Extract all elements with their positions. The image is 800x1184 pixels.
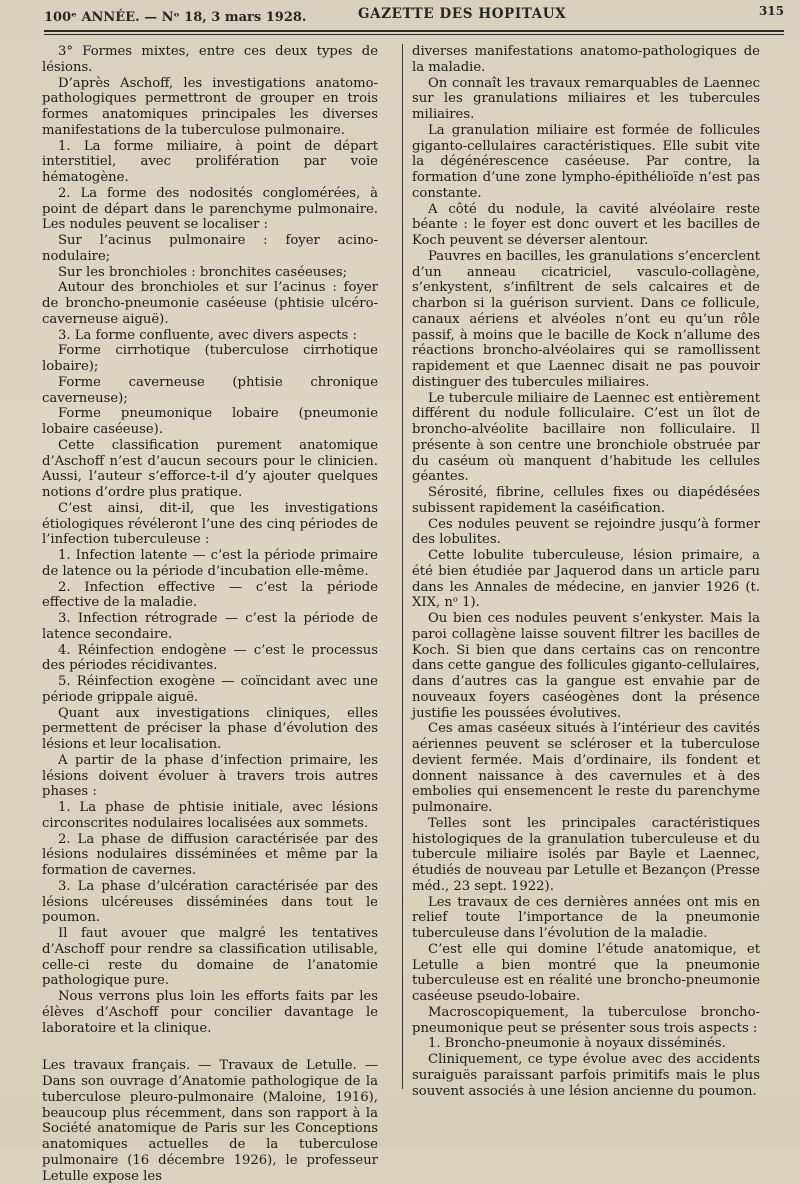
paragraph: 1. La phase de phtisie initiale, avec lésions circonscrites nodulaires localisées aux sommets. [42,800,378,831]
paragraph: Le tubercule miliaire de Laennec est entièrement différent du nodule folliculaire. C’est un îlot de broncho-alvéolite bacillaire non folliculaire. Il présente à son centre une bronchiole obstruée par du caséum où manquent d’habitude les cellules géantes. [412,390,760,485]
paragraph: 5. Réinfection exogène — coïncidant avec une période grippale aiguë. [42,674,378,705]
page-header [44,2,784,28]
paragraph: 1. La forme miliaire, à point de départ interstitiel, avec prolifération par voie hématogène. [42,138,378,185]
paragraph: Ou bien ces nodules peuvent s’enkyster. Mais la paroi collagène laisse souvent filtrer les bacilles de Koch. Si bien que dans certains cas on rencontre dans cette gangue des follicules giganto-cellulaires, dans d’autres cas la gangue est envahie par de nouveaux foyers caséogènes dont la présence justifie les poussées évolutives. [412,611,760,721]
section-spacer [42,1036,378,1058]
right-column [412,44,760,1099]
paragraph: Ces amas caséeux situés à l’intérieur des cavités aériennes peuvent se scléroser et la tuberculose devient fermée. Mais d’ordinaire, ils fondent et donnent naissance à des cavernules et à des embolies qui ensemencent le reste du parenchyme pulmonaire. [412,721,760,815]
paragraph: Forme cirrhotique (tuberculose cirrhotique lobaire); [42,343,378,374]
paragraph: 1. Broncho-pneumonie à noyaux disséminés. [428,1036,726,1052]
paragraph: 3. Infection rétrograde — c’est la période de latence secondaire. [42,611,378,642]
paragraph: Pauvres en bacilles, les granulations s’encerclent d’un anneau cicatriciel, vasculo-collagène, s’enkystent, s’infiltrent de sels calcaires et de charbon si la guérison survient. Dans ce follicule, canaux aériens et alvéoles n’ont eu qu’un rôle passif, à moins que le bacille de Kock n’allume des réactions broncho-alvéolaires qui se ramollissent rapidement et que Laennec disait ne pas pouvoir distinguer des tubercules miliaires. [412,248,760,390]
paragraph: Nous verrons plus loin les efforts faits par les élèves d’Aschoff pour concilier davantage le laboratoire et la clinique. [42,989,378,1036]
paragraph: Forme caverneuse (phtisie chronique caverneuse); [42,374,378,406]
paragraph: On connaît les travaux remarquables de Laennec sur les granulations miliaires et les tubercules miliaires. [412,75,760,122]
header-issue: 100ᵉ ANNÉE. — Nᵒ 18, 3 mars 1928. [44,10,307,25]
paragraph: Quant aux investigations cliniques, elles permettent de préciser la phase d’évolution des lésions et leur localisation. [42,705,378,752]
paragraph: Macroscopiquement, la tuberculose broncho-pneumonique peut se présenter sous trois aspects : [412,1004,760,1036]
paragraph: A côté du nodule, la cavité alvéolaire reste béante : le foyer est donc ouvert et les bacilles de Koch peuvent se déverser alentour. [412,201,760,248]
paragraph: Cliniquement, ce type évolue avec des accidents suraiguës paraissant parfois primitifs mais le plus souvent associés à une lésion ancienne du poumon. [412,1052,760,1099]
paragraph: Cette classification purement anatomique d’Aschoff n’est d’aucun secours pour le clinicien. Aussi, l’auteur s’efforce-t-il d’y ajouter quelques notions d’ordre plus pratique. [42,437,378,500]
paragraph: 2. La forme des nodosités conglomérées, à point de départ dans le parenchyme pulmonaire. Les nodules peuvent se localiser : [42,185,378,233]
header-rule [44,30,784,32]
paragraph: 3° Formes mixtes, entre ces deux types de lésions. [42,44,378,75]
paragraph: A partir de la phase d’infection primaire, les lésions doivent évoluer à travers trois autres phases : [42,752,378,800]
paragraph: 3. La forme confluente, avec divers aspects : [58,327,357,343]
paragraph: 2. Infection effective — c’est la période effective de la maladie. [42,579,378,611]
paragraph: La granulation miliaire est formée de follicules giganto-cellulaires caractéristiques. Elle subit vite la dégénérescence caséeuse. Par contre, la formation d’une zone lympho-épithélioïde n’est pas constante. [412,122,760,201]
paragraph: Ces nodules peuvent se rejoindre jusqu’à former des lobulites. [412,516,760,548]
paragraph: Cette lobulite tuberculeuse, lésion primaire, a été bien étudiée par Jaquerod dans un article paru dans les Annales de médecine, en janvier 1926 (t. XIX, nᵒ 1). [412,548,760,611]
paragraph: 4. Réinfection endogène — c’est le processus des périodes récidivantes. [42,642,378,674]
paragraph: 2. La phase de diffusion caractérisée par des lésions nodulaires disséminées et même par la formation de cavernes. [42,831,378,878]
section-paragraph-letulle: Les travaux français. — Travaux de Letulle. — Dans son ouvrage d’Anatomie pathologique de la tuberculose pleuro-pulmonaire (Maloine, 1916), beaucoup plus récemment, dans son rapport à la Société anatomique de Paris sur les Conceptions anatomiques actuelles de la tuberculose pulmonaire (16 décembre 1926), le professeur Letulle expose les [42,1058,378,1184]
column-divider [402,44,403,1089]
paragraph: 3. La phase d’ulcération caractérisée par des lésions ulcéreuses disséminées dans tout le poumon. [42,878,378,926]
paragraph: D’après Aschoff, les investigations anatomo-pathologiques permettront de grouper en trois formes anatomiques principales les diverses manifestations de la tuberculose pulmonaire. [42,75,378,138]
paragraph: 1. Infection latente — c’est la période primaire de latence ou la période d’incubation elle-même. [42,548,378,579]
header-page-number: 315 [758,4,784,18]
paragraph: Forme pneumonique lobaire (pneumonie lobaire caséeuse). [42,406,378,437]
left-column [42,44,378,1184]
paragraph: C’est ainsi, dit-il, que les investigations étiologiques révéleront l’une des cinq périodes de l’infection tuberculeuse : [42,500,378,548]
paragraph: Autour des bronchioles et sur l’acinus : foyer de broncho-pneumonie caséeuse (phtisie ulcéro-caverneuse aiguë). [42,280,378,327]
header-journal-title: GAZETTE DES HOPITAUX [358,6,567,22]
paragraph: diverses manifestations anatomo-pathologiques de la maladie. [412,44,760,75]
paragraph: Sérosité, fibrine, cellules fixes ou diapédésées subissent rapidement la caséification. [412,485,760,516]
paragraph: Sur les bronchioles : bronchites caséeuses; [58,264,348,280]
paragraph: Les travaux de ces dernières années ont mis en relief toute l’importance de la pneumonie tuberculeuse dans l’évolution de la maladie. [412,894,760,941]
paragraph: Il faut avouer que malgré les tentatives d’Aschoff pour rendre sa classification utilisable, celle-ci reste du domaine de l’anatomie pathologique pure. [42,926,378,989]
paragraph: Telles sont les principales caractéristiques histologiques de la granulation tuberculeuse et du tubercule miliaire isolés par Bayle et Laennec, étudiés de nouveau par Letulle et Bezançon (Presse méd., 23 sept. 1922). [412,815,760,894]
paragraph: Sur l’acinus pulmonaire : foyer acino-nodulaire; [42,233,378,264]
paragraph: C’est elle qui domine l’étude anatomique, et Letulle a bien montré que la pneumonie tuberculeuse est en réalité une broncho-pneumonie caséeuse pseudo-lobaire. [412,941,760,1004]
header-rule-thin [44,34,784,35]
